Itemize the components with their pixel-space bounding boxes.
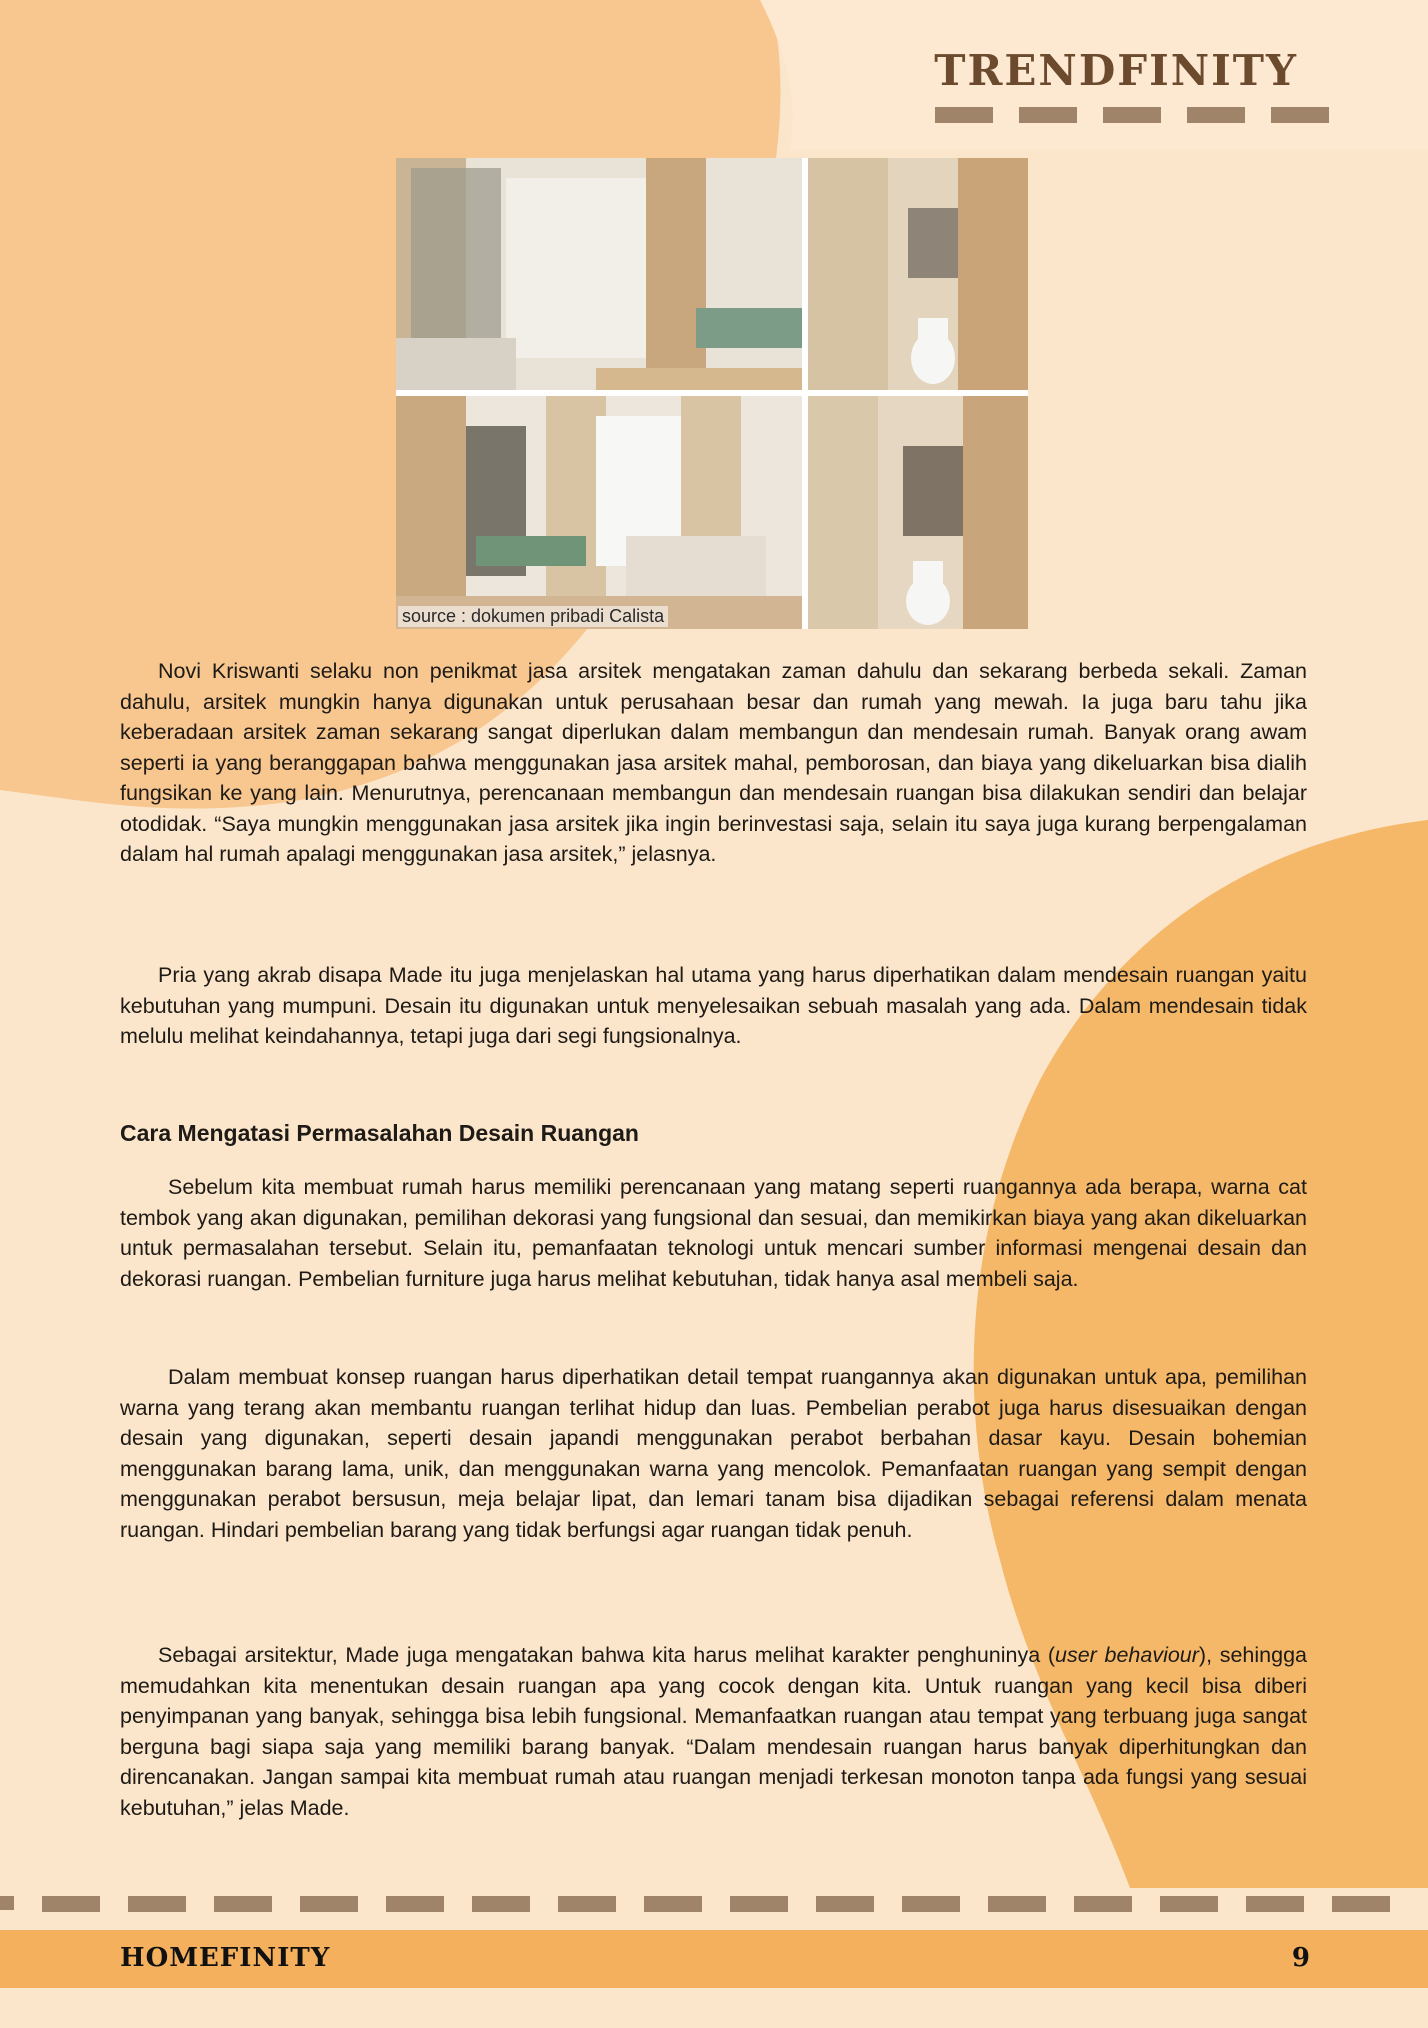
dash [558,1896,616,1912]
bathroom-photo-2 [808,396,1028,629]
dash [935,107,993,123]
paragraph-text: Dalam membuat konsep ruangan harus diperhatikan detail tempat ruangannya akan digunakan untuk apa, pemilihan warna yang terang akan membantu ruangan terlihat hidup dan luas. Pembelian perabot juga harus disesuaikan dengan desain yang digunakan, seperti desain japandi menggunakan perabot berbahan dasar kayu. Desain bohemian menggunakan barang lama, unik, dan menggunakan warna yang mencolok. Pemanfaatan ruangan yang sempit dengan menggunakan perabot bersusun, meja belajar lipat, dan lemari tanam bisa dijadikan sebagai referensi dalam menata ruangan. Hindari pembelian barang yang tidak berfungsi agar ruangan tidak penuh. [120,1365,1307,1542]
dash [1332,1896,1390,1912]
dash [816,1896,874,1912]
dash [386,1896,444,1912]
paragraph-5 [120,1640,1307,1823]
bedroom-window-photo [396,396,802,629]
dash [1271,107,1329,123]
dash [1246,1896,1304,1912]
bathroom-photo-1 [808,158,1028,390]
dash [644,1896,702,1912]
dash [300,1896,358,1912]
dash [214,1896,272,1912]
paragraph-5-emphasis: user behaviour [1055,1643,1199,1667]
paragraph-text: Sebelum kita membuat rumah harus memiliki perencanaan yang matang seperti ruangannya ada berapa, warna cat tembok yang akan digunakan, pemilihan dekorasi yang fungsional dan sesuai, dan memikirkan biaya yang akan dikeluarkan untuk permasalahan tersebut. Selain itu, pemanfaatan teknologi untuk mencari sumber informasi mengenai desain dan dekorasi ruangan. Pembelian furniture juga harus melihat kebutuhan, tidak hanya asal membeli saja. [120,1175,1307,1291]
paragraph-1 [120,656,1307,870]
section-title: TRENDFINITY [934,46,1298,95]
bottom-margin [0,1988,1428,2028]
footer-dash-divider [0,1896,1390,1912]
dash [1103,107,1161,123]
dash [988,1896,1046,1912]
dash [128,1896,186,1912]
dash [730,1896,788,1912]
header-dash-divider [935,107,1329,123]
paragraph-text [120,1640,1307,1823]
paragraph-3 [120,1172,1307,1294]
dash [42,1896,100,1912]
dash [1019,107,1077,123]
paragraph-text: Novi Kriswanti selaku non penikmat jasa arsitek mengatakan zaman dahulu dan sekarang berbeda sekali. Zaman dahulu, arsitek mungkin hanya digunakan untuk perusahaan besar dan rumah yang mewah. Ia juga baru tahu jika keberadaan arsitek zaman sekarang sangat diperlukan dalam membangun dan mendesain rumah. Banyak orang awam seperti ia yang beranggapan bahwa menggunakan jasa arsitek mahal, pemborosan, dan biaya yang dikeluarkan bisa dialih fungsikan ke yang lain. Menurutnya, perencanaan membangun dan mendesain ruangan bisa dilakukan sendiri dan belajar otodidak. “Saya mungkin menggunakan jasa arsitek jika ingin berinvestasi saja, selain itu saya juga kurang berpengalaman dalam hal rumah apalagi menggunakan jasa arsitek,” jelasnya. [120,659,1307,866]
dash [0,1896,14,1910]
paragraph-2 [120,960,1307,1052]
page-number: 9 [1291,1943,1310,1973]
paragraph-5-part-a: Sebagai arsitektur, Made juga mengatakan bahwa kita harus melihat karakter penghuninya ( [158,1643,1055,1667]
section-heading: Cara Mengatasi Permasalahan Desain Ruangan [120,1120,639,1146]
interior-photo-collage [396,158,1028,629]
dash [1187,107,1245,123]
paragraph-text: Pria yang akrab disapa Made itu juga menjelaskan hal utama yang harus diperhatikan dalam mendesain ruangan yaitu kebutuhan yang mumpuni. Desain itu digunakan untuk menyelesaikan sebuah masalah yang ada. Dalam mendesain tidak melulu melihat keindahannya, tetapi juga dari segi fungsionalnya. [120,963,1307,1048]
dash [1160,1896,1218,1912]
photo-caption: source : dokumen pribadi Calista [398,606,668,627]
magazine-name: HOMEFINITY [120,1943,331,1973]
dash [1074,1896,1132,1912]
dash [902,1896,960,1912]
dash [472,1896,530,1912]
paragraph-5-part-b: ), sehingga memudahkan kita menentukan desain ruangan apa yang cocok dengan kita. Untuk ruangan yang kecil bisa diberi penyimpanan yang banyak, sehingga bisa lebih fungsional. Memanfaatkan ruangan atau tempat yang terbuang juga sangat berguna bagi siapa saja yang memiliki barang banyak. “Dalam mendesain ruangan harus banyak diperhitungkan dan direncanakan. Jangan sampai kita membuat rumah atau ruangan menjadi terkesan monoton tanpa ada fungsi yang sesuai kebutuhan,” jelas Made. [120,1643,1307,1820]
paragraph-4 [120,1362,1307,1545]
bedroom-wardrobe-photo [396,158,802,390]
